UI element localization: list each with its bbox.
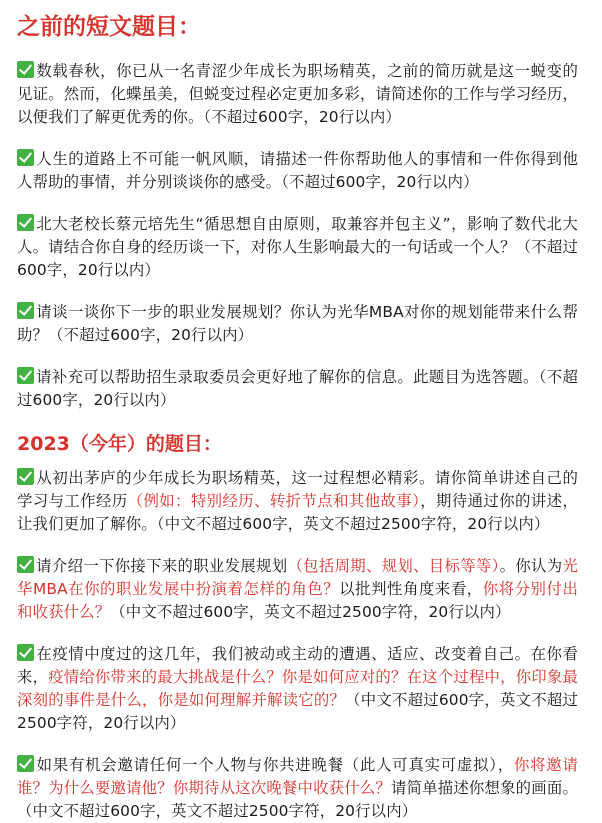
previous-questions-list [17, 60, 578, 412]
question-item [17, 754, 578, 823]
question-text: 北大老校长蔡元培先生“循思想自由原则，取兼容并包主义”，影响了数代北大人。请结合你自身的经历谈一下，对你人生影响最大的一句话或一个人？（不超过600字，20行以内） [17, 215, 578, 279]
highlighted-text: 你将分别付出和收获什么？ [17, 580, 578, 621]
question-text: 以批判性角度来看， [339, 580, 483, 598]
question-item [17, 301, 578, 347]
question-text: （中文不超过600字，英文不超过2500字符，20行以内） [17, 691, 578, 732]
green-check-icon [17, 468, 34, 485]
green-check-icon [17, 149, 34, 166]
highlighted-text: 疫情给你带来的最大挑战是什么？你是如何应对的？在这个过程中，你印象最深刻的事件是什么，你是如何理解并解读它的？ [17, 668, 578, 709]
question-item [17, 643, 578, 735]
question-text: 从初出茅庐的少年成长为职场精英，这一过程想必精彩。请你简单讲述自己的学习与工作经历 [17, 469, 578, 510]
question-item [17, 213, 578, 282]
question-text: 请介绍一下你接下来的职业发展规划 [36, 557, 288, 575]
highlighted-text: 你将邀请谁？为什么要邀请他？你期待从这次晚餐中收获什么？ [17, 756, 578, 797]
green-check-icon [17, 556, 34, 573]
question-text: 人生的道路上不可能一帆风顺，请描述一件你帮助他人的事情和一件你得到他人帮助的事情，并分别谈谈你的感受。（不超过600字，20行以内） [17, 150, 578, 191]
question-text: 。你认为 [499, 557, 563, 575]
highlighted-text: （例如：特别经历、转折节点和其他故事） [127, 492, 421, 510]
question-text: ，期待通过你的讲述，让我们更加了解你。（中文不超过600字，英文不超过2500字符，20行以内） [17, 492, 578, 533]
question-item [17, 366, 578, 412]
green-check-icon [17, 214, 34, 231]
question-item [17, 60, 578, 129]
question-text: 请补充可以帮助招生录取委员会更好地了解你的信息。此题目为选答题。（不超过600字，20行以内） [17, 368, 578, 409]
green-check-icon [17, 644, 34, 661]
question-text: 数载春秋，你已从一名青涩少年成长为职场精英，之前的简历就是这一蜕变的见证。然而，化蝶虽美，但蜕变过程必定更加多彩，请简述你的工作与学习经历，以便我们了解更优秀的你。（不超过600字，20行以内） [17, 62, 578, 126]
highlighted-text: 光华MBA在你的职业发展中扮演着怎样的角色？ [17, 557, 578, 598]
question-item [17, 555, 578, 624]
question-text: 请简单描述你想象的画面。（中文不超过600字，英文不超过2500字符，20行以内） [17, 779, 578, 820]
question-item [17, 467, 578, 536]
question-text: 如果有机会邀请任何一个人物与你共进晚餐（此人可真实可虚拟）， [36, 756, 514, 774]
section-title-previous: 之前的短文题目： [17, 14, 201, 40]
question-text: 请谈一谈你下一步的职业发展规划？你认为光华MBA对你的规划能带来什么帮助？（不超过600字，20行以内） [17, 303, 578, 344]
highlighted-text: （包括周期、规划、目标等等） [287, 557, 500, 575]
green-check-icon [17, 61, 34, 78]
section-title-2023: 2023（今年）的题目： [17, 433, 222, 455]
question-text: 在疫情中度过的这几年，我们被动或主动的遭遇、适应、改变着自己。在你看来， [17, 645, 578, 686]
green-check-icon [17, 367, 34, 384]
green-check-icon [17, 755, 34, 772]
question-item [17, 148, 578, 194]
current-questions-list [17, 467, 578, 823]
question-text: （中文不超过600字，英文不超过2500字符，20行以内） [110, 603, 511, 621]
green-check-icon [17, 302, 34, 319]
